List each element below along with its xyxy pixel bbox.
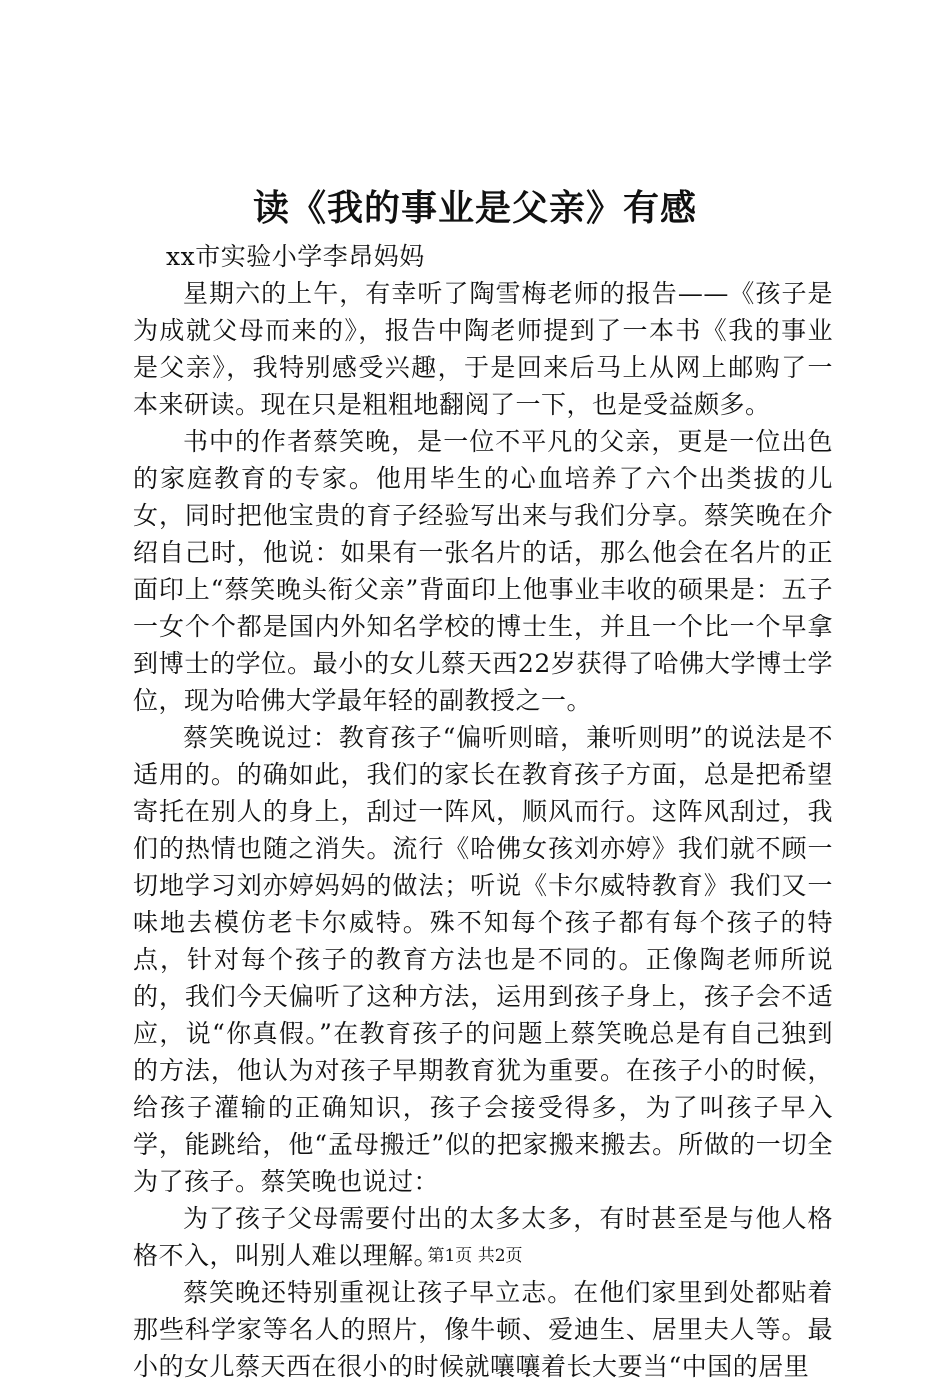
paragraph: 蔡笑晚说过：教育孩子“偏听则暗，兼听则明”的说法是不适用的。的确如此，我们的家长在教育孩子方面，总是把希望寄托在别人的身上，刮过一阵风，顺风而行。这阵风刮过，我们的热情也随之消失。流行《哈佛女孩刘亦婷》我们就不顾一切地学习刘亦婷妈妈的做法；听说《卡尔威特教育》我们又一味地去模仿老卡尔威特。殊不知每个孩子都有每个孩子的特点，针对每个孩子的教育方法也是不同的。正像陶老师所说的，我们今天偏听了这种方法，运用到孩子身上，孩子会不适应，说“你真假。”在教育孩子的问题上蔡笑晚总是有自己独到的方法，他认为对孩子早期教育犹为重要。在孩子小的时候，给孩子灌输的正确知识，孩子会接受得多，为了叫孩子早入学，能跳给，他“孟母搬迁”似的把家搬来搬去。所做的一切全为了孩子。蔡笑晚也说过： [133, 723, 833, 1196]
document-title: 读《我的事业是父亲》有感 [252, 187, 697, 229]
paragraph: 为了孩子父母需要付出的太多太多，有时甚至是与他人格格不入，叫别人难以理解。 [133, 1204, 833, 1270]
paragraph: 书中的作者蔡笑晚，是一位不平凡的父亲，更是一位出色的家庭教育的专家。他用毕生的心血培养了六个出类拔的儿女，同时把他宝贵的育子经验写出来与我们分享。蔡笑晚在介绍自己时，他说：如果有一张名片的话，那么他会在名片的正面印上“蔡笑晚头衔父亲”背面印上他事业丰收的硕果是：五子一女个个都是国内外知名学校的博士生，并且一个比一个早拿到博士的学位。最小的女儿蔡天西22岁获得了哈佛大学博士学位，现为哈佛大学最年轻的副教授之一。 [133, 427, 833, 715]
page-footer: 第1页 共2页 [427, 1246, 523, 1266]
paragraph: 星期六的上午，有幸听了陶雪梅老师的报告——《孩子是为成就父母而来的》，报告中陶老师提到了一本书《我的事业是父亲》，我特别感受兴趣，于是回来后马上从网上邮购了一本来研读。现在只是粗粗地翻阅了一下，也是受益颇多。 [133, 279, 833, 419]
document-body [133, 238, 833, 1385]
author-line: xx市实验小学李昂妈妈 [166, 242, 425, 271]
paragraph: 蔡笑晚还特别重视让孩子早立志。在他们家里到处都贴着那些科学家等名人的照片，像牛顿、爱迪生、居里夫人等。最小的女儿蔡天西在很小的时候就嚷嚷着长大要当“中国的居里 [133, 1278, 833, 1381]
